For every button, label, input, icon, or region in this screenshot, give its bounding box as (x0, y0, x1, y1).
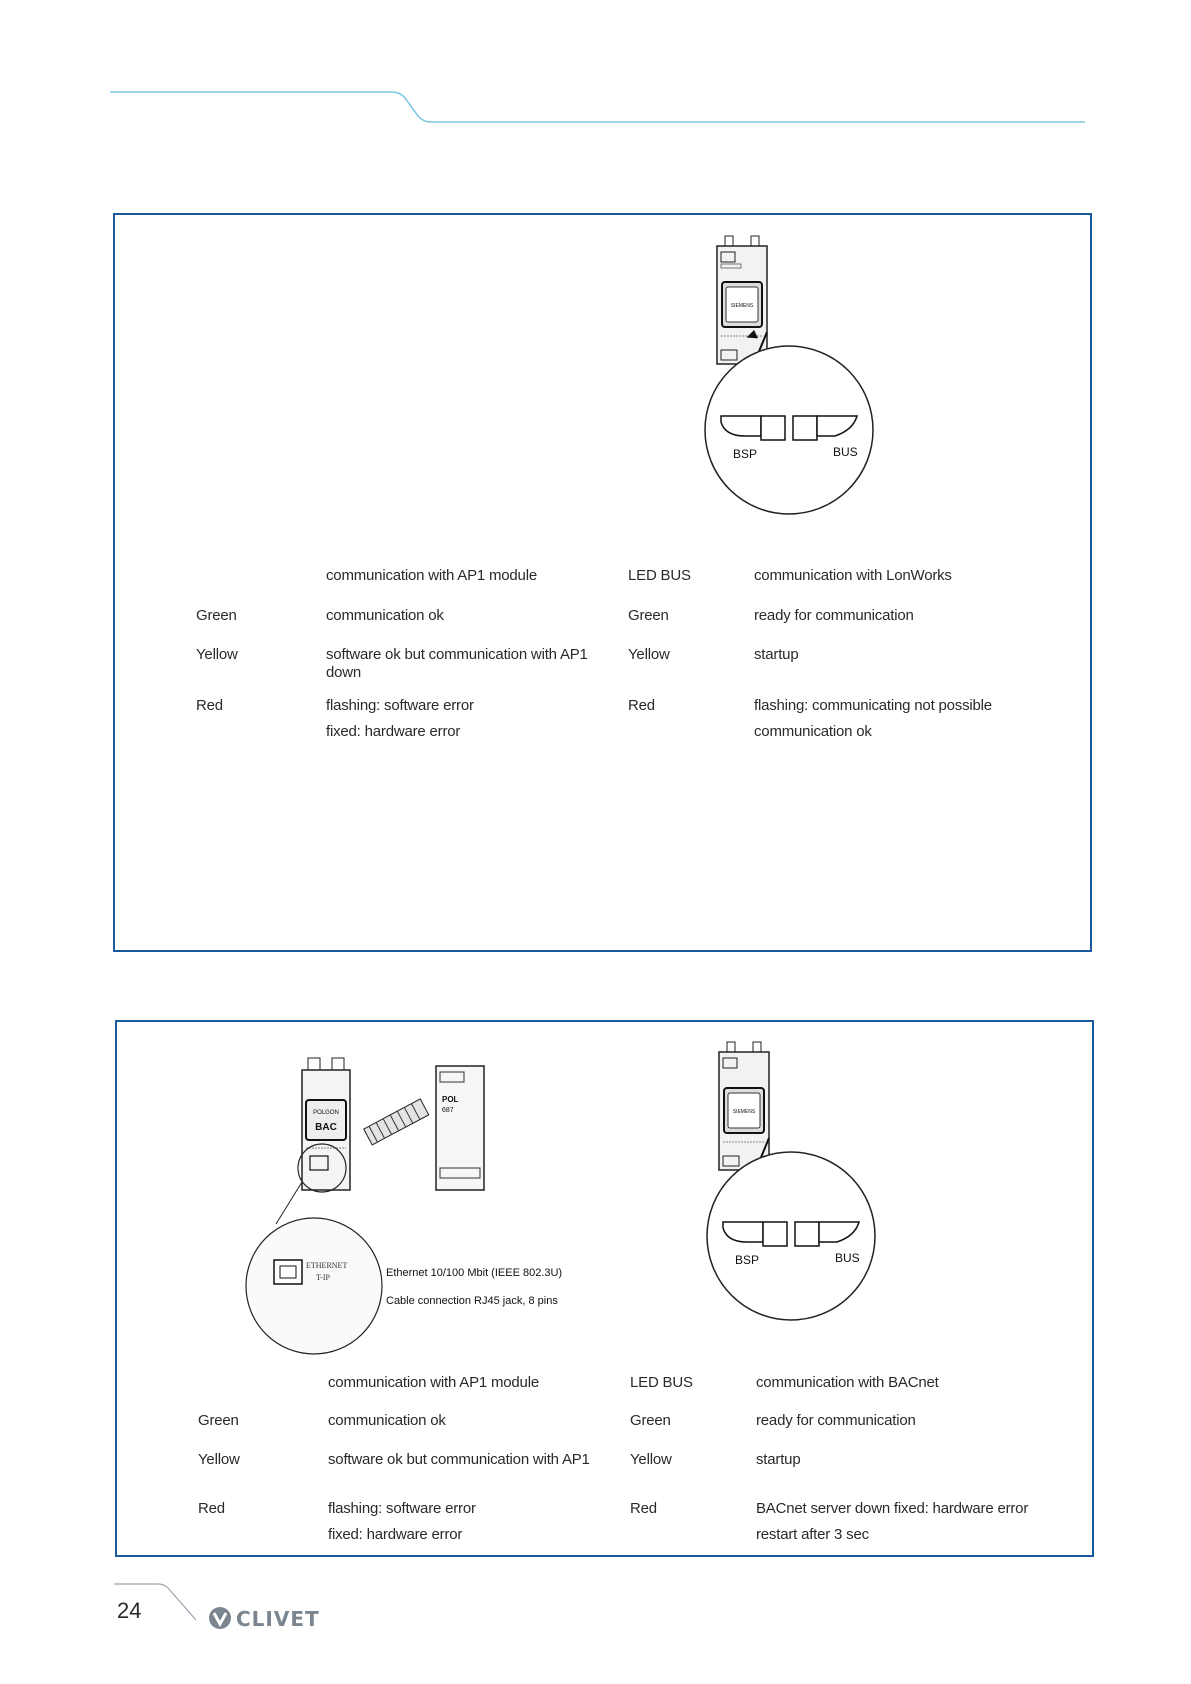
ap1-yellow-label-2: Yellow (198, 1451, 240, 1468)
port-label-2: T-IP (316, 1273, 330, 1282)
page-number: 24 (117, 1598, 142, 1623)
device-brand-label-2: SIEMENS (732, 1109, 756, 1115)
ap1-red-label: Red (196, 697, 223, 714)
clivet-logo-text: CLIVET (236, 1607, 320, 1631)
module-b-name-2: 687 (442, 1107, 454, 1114)
device-brand-label: SIEMENS (730, 303, 754, 309)
bus-green-text: ready for communication (754, 607, 914, 624)
module-a-name-1: POLGON (313, 1110, 339, 1116)
ap1-red-label-2: Red (198, 1500, 225, 1517)
ap1-green-label-2: Green (198, 1412, 239, 1429)
ap1-green-label: Green (196, 607, 237, 624)
bus-green-label-2: Green (630, 1412, 671, 1429)
siemens-module-diagram (685, 232, 945, 532)
ap1-red-text-1-2: flashing: software error (328, 1500, 476, 1517)
ap1-green-text: communication ok (326, 607, 444, 624)
ap1-yellow-label: Yellow (196, 646, 238, 663)
bus-green-text-2: ready for communication (756, 1412, 916, 1429)
bacnet-header: communication with BACnet (756, 1374, 939, 1391)
port-label-1: ETHERNET (306, 1261, 348, 1270)
cable-spec: Cable connection RJ45 jack, 8 pins (386, 1295, 558, 1307)
bus-red-label-2: Red (630, 1500, 657, 1517)
ethernet-spec: Ethernet 10/100 Mbit (IEEE 802.3U) (386, 1267, 563, 1279)
bacnet-panel (115, 1020, 1094, 1557)
ap1-header-2: communication with AP1 module (328, 1374, 539, 1391)
bus-red-text-1: flashing: communicating not possible (754, 697, 992, 714)
siemens-module-diagram-2 (687, 1038, 947, 1338)
ap1-green-text-2: communication ok (328, 1412, 446, 1429)
led-bus-label: BUS (833, 445, 858, 459)
ap1-yellow-text-2: software ok but communication with AP1 (328, 1451, 590, 1468)
led-bus-label-2: BUS (835, 1251, 860, 1265)
lonworks-header: communication with LonWorks (754, 567, 952, 584)
bus-red-text-1-2: BACnet server down fixed: hardware error (756, 1500, 1029, 1517)
module-a-name-2: BAC (315, 1122, 337, 1133)
lonworks-panel (113, 213, 1092, 952)
bus-red-label: Red (628, 697, 655, 714)
ap1-header: communication with AP1 module (326, 567, 537, 584)
bus-red-text-2: communication ok (754, 723, 872, 740)
bacnet-module-diagram (244, 1056, 664, 1366)
bus-yellow-label-2: Yellow (630, 1451, 672, 1468)
ap1-red-text-1: flashing: software error (326, 697, 474, 714)
led-bus-label-text-2: LED BUS (630, 1374, 693, 1391)
bus-yellow-label: Yellow (628, 646, 670, 663)
led-bsp-label: BSP (733, 447, 758, 461)
ap1-red-text-2: fixed: hardware error (326, 723, 461, 740)
ap1-red-text-2-2: fixed: hardware error (328, 1526, 463, 1543)
bus-green-label: Green (628, 607, 669, 624)
ap1-yellow-text-2: down (326, 664, 362, 681)
clivet-logo (208, 1604, 332, 1632)
module-b-name-1: POL (442, 1095, 459, 1104)
bus-yellow-text-2: startup (756, 1451, 801, 1468)
led-bus-label-text: LED BUS (628, 567, 691, 584)
bus-yellow-text: startup (754, 646, 799, 663)
header-rule (0, 0, 1191, 140)
led-bsp-label-2: BSP (735, 1253, 760, 1267)
bus-red-text-2-2: restart after 3 sec (756, 1526, 869, 1543)
ap1-yellow-text-1: software ok but communication with AP1 (326, 646, 588, 663)
